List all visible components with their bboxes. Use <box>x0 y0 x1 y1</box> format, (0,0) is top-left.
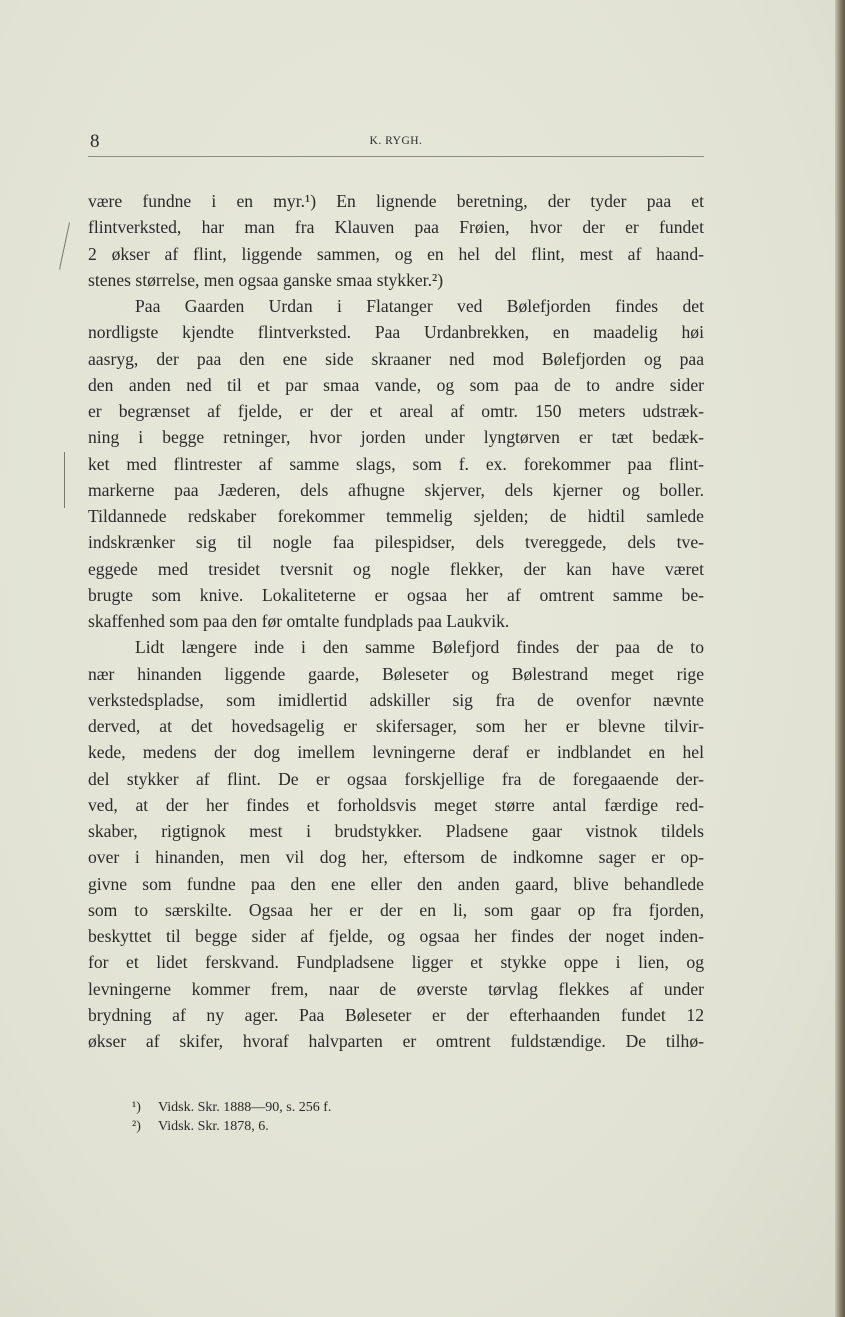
text-line: indskrænker sig til nogle faa pilespidser, dels tvereggede, dels tve- <box>88 532 704 553</box>
text-line: Lidt længere inde i den samme Bølefjord findes der paa de to <box>135 637 704 658</box>
text-line: nordligste kjendte flintverksted. Paa Urdanbrekken, en maadelig høi <box>88 322 704 343</box>
text-line: ning i begge retninger, hvor jorden under lyngtørven er tæt bedæk- <box>88 427 704 448</box>
footnote-mark: ¹) <box>132 1100 141 1115</box>
text-line: derved, at det hovedsagelig er skifersager, som her er blevne tilvir- <box>88 716 704 736</box>
page-header <box>88 128 704 157</box>
text-line: nær hinanden liggende gaarde, Bøleseter og Bølestrand meget rige <box>88 663 704 684</box>
text-line: ket med flintrester af samme slags, som f. ex. forekommer paa flint- <box>88 453 704 474</box>
text-line: verkstedspladse, som imidlertid adskiller sig fra de ovenfor nævnte <box>88 689 704 710</box>
text-line: kede, medens der dog imellem levningerne deraf er indblandet en hel <box>88 742 704 763</box>
footnote <box>132 1098 331 1117</box>
page-number: 8 <box>90 131 100 152</box>
text-line: Tildannede redskaber forekommer temmelig sjelden; de hidtil samlede <box>88 506 704 526</box>
margin-pencil-mark <box>59 222 70 269</box>
text-line: økser af skifer, hvoraf halvparten er omtrent fuldstændige. De tilhø- <box>88 1031 704 1051</box>
text-line: levningerne kommer frem, naar de øverste tørvlag flekkes af under <box>88 978 704 999</box>
text-line: den anden ned til et par smaa vande, og som paa de to andre sider <box>88 374 704 395</box>
text-line: skaber, rigtignok mest i brudstykker. Pladsene gaar vistnok tildels <box>88 821 704 841</box>
footnote <box>132 1117 331 1136</box>
running-head: K. RYGH. <box>369 135 423 147</box>
text-line: beskyttet til begge sider af fjelde, og ogsaa her findes der noget inden- <box>88 926 704 946</box>
footnote-text: Vidsk. Skr. 1878, 6. <box>158 1119 269 1134</box>
text-line: del stykker af flint. De er ogsaa forskjellige fra de foregaaende der- <box>88 768 704 789</box>
text-line: eggede med tresidet tversnit og nogle flekker, der kan have været <box>88 558 704 579</box>
text-line: markerne paa Jæderen, dels afhugne skjerver, dels kjerner og boller. <box>88 479 704 500</box>
text-line: ved, at der her findes et forholdsvis meget større antal færdige red- <box>88 794 704 815</box>
text-line: stenes størrelse, men ogsaa ganske smaa stykker.²) <box>88 269 444 290</box>
margin-pencil-mark <box>64 452 65 508</box>
text-line: er begrænset af fjelde, er der et areal af omtr. 150 meters udstræk- <box>88 401 704 421</box>
text-line: brydning af ny ager. Paa Bøleseter er der efterhaanden fundet 12 <box>88 1004 704 1025</box>
text-line: skaffenhed som paa den før omtalte fundplads paa Laukvik. <box>88 611 510 631</box>
text-line: over i hinanden, men vil dog her, eftersom de indkomne sager er op- <box>88 847 704 868</box>
footnote-text: Vidsk. Skr. 1888—90, s. 256 f. <box>158 1100 332 1115</box>
text-line: givne som fundne paa den ene eller den anden gaard, blive behandlede <box>88 873 704 894</box>
book-spine-edge <box>835 0 845 1317</box>
footnotes <box>132 1098 331 1136</box>
text-line: brugte som knive. Lokaliteterne er ogsaa her af omtrent samme be- <box>88 584 704 605</box>
text-line: være fundne i en myr.¹) En lignende beretning, der tyder paa et <box>88 191 704 211</box>
text-line: 2 økser af flint, liggende sammen, og en hel del flint, mest af haand- <box>88 243 704 264</box>
text-line: flintverksted, har man fra Klauven paa Frøien, hvor der er fundet <box>88 217 704 238</box>
text-line: Paa Gaarden Urdan i Flatanger ved Bølefjorden findes det <box>135 296 704 316</box>
text-line: aasryg, der paa den ene side skraaner ned mod Bølefjorden og paa <box>88 348 704 369</box>
text-line: for et lidet ferskvand. Fundpladsene ligger et stykke oppe i lien, og <box>88 952 704 973</box>
text-line: som to særskilte. Ogsaa her er der en li, som gaar op fra fjorden, <box>88 899 704 920</box>
footnote-mark: ²) <box>132 1119 141 1134</box>
body-text <box>88 188 704 1054</box>
